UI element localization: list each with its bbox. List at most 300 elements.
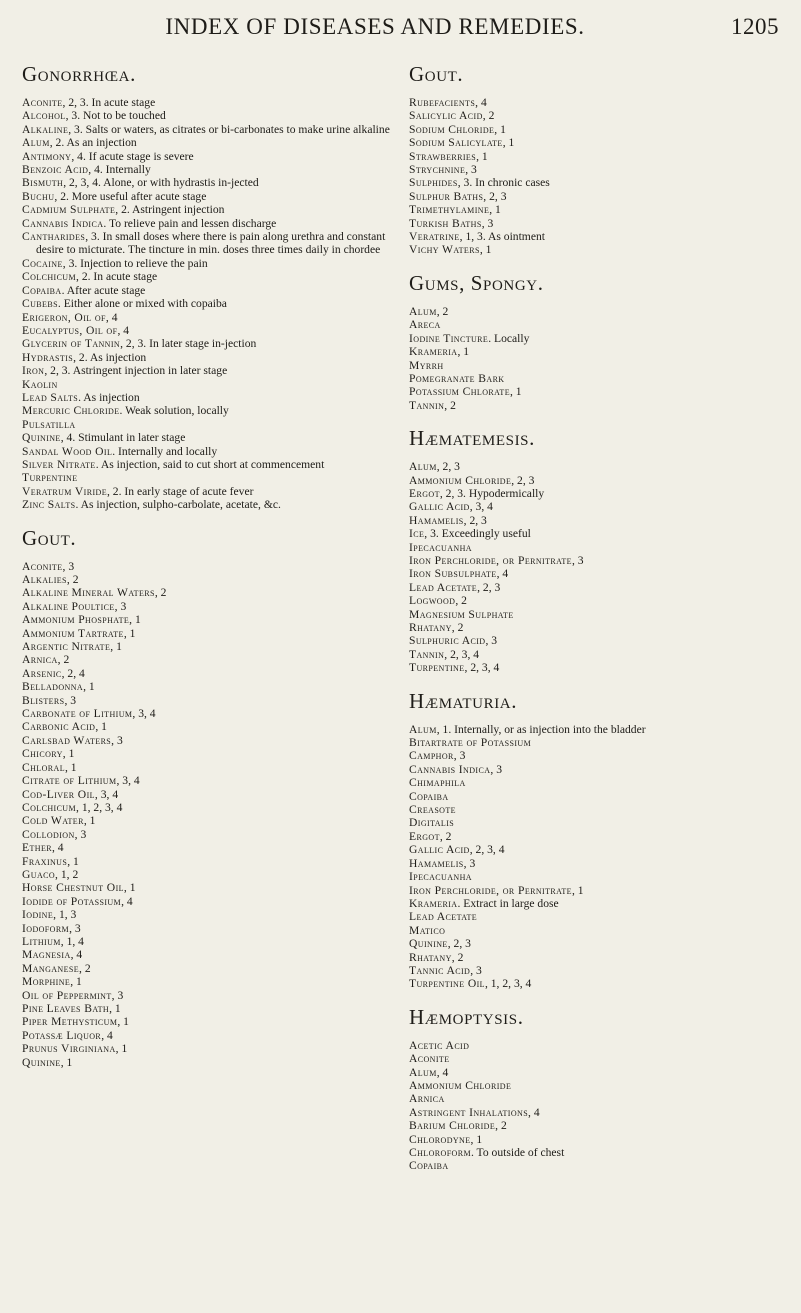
entry-note: . As injection, sulpho-carbolate, acetate, &c. (75, 498, 281, 512)
entry-note: , 4 (496, 567, 509, 581)
entry-note: , 2 (154, 586, 167, 600)
index-entry (22, 136, 402, 149)
entry-note: , 3 (453, 749, 466, 763)
entry-note: , 2 (444, 398, 456, 412)
entry-term: Potassæ Liquor (22, 1028, 102, 1042)
index-entry (409, 136, 801, 149)
entry-note: , 3. Injection to relieve the pain (62, 256, 208, 270)
entry-note: , 2, 3 (436, 460, 460, 474)
entry-note: , 2, 3. In later stage in-jection (120, 337, 257, 351)
index-section (22, 62, 402, 512)
entry-note: , 1 (62, 747, 75, 761)
index-entry (22, 284, 402, 297)
entry-note: , 1 (115, 1042, 128, 1056)
entry-note: . To relieve pain and lessen discharge (103, 216, 277, 230)
entry-term: Benzoic Acid (22, 163, 89, 177)
index-entry (22, 989, 402, 1002)
index-entry (22, 694, 402, 707)
index-entry (409, 830, 801, 843)
entry-term: Lead Acetate (409, 580, 478, 594)
entry-term: Tannic Acid (409, 963, 471, 977)
entry-term: Barium Chloride (409, 1119, 496, 1133)
entry-term: Hamamelis (409, 513, 464, 527)
section-heading: Gout. (22, 525, 77, 550)
entry-term: Alkaline Poultice (22, 599, 115, 613)
index-entry (22, 600, 402, 613)
index-entry (22, 391, 402, 404)
index-entry (22, 948, 402, 961)
index-entry (22, 922, 402, 935)
entry-note: . Either alone or mixed with copaiba (57, 297, 227, 311)
entry-term: Alum (409, 1065, 437, 1079)
index-entry (409, 776, 801, 789)
entry-note: , 3 (571, 553, 584, 567)
entry-term: Glycerin of Tannin (22, 337, 121, 351)
entry-term: Hydrastis (22, 350, 74, 364)
entry-note: , 2, 3, 4. Alone, or with hydrastis in-jected (63, 176, 259, 190)
index-entry (409, 305, 801, 318)
index-entry (409, 736, 801, 749)
entry-note: , 2. Astringent injection (115, 203, 225, 217)
entry-term: Acetic Acid (409, 1038, 470, 1052)
index-entry (409, 541, 801, 554)
index-entry (409, 1133, 801, 1146)
entry-term: Ice (409, 527, 425, 541)
entry-note: , 1 (489, 203, 501, 217)
index-entry (409, 243, 801, 256)
entry-term: Alkaline (22, 122, 69, 136)
entry-term: Bismuth (22, 176, 64, 190)
entry-term: Morphine (22, 975, 71, 989)
index-entry (22, 418, 402, 431)
entry-note: . Extract in large dose (457, 896, 559, 910)
entry-term: Lead Acetate (409, 910, 478, 924)
entry-note: , 3 (62, 559, 75, 573)
entry-note: . To outside of chest (470, 1146, 565, 1159)
entry-note: , 3 (465, 163, 477, 177)
index-entry (22, 734, 402, 747)
index-entry (22, 351, 402, 364)
entry-term: Bitartrate of Potassium (409, 736, 532, 750)
index-section (22, 526, 402, 1069)
entry-note: , 3 (470, 963, 482, 977)
entry-term: Cadmium Sulphate (22, 203, 116, 217)
entry-note: , 2. As an injection (49, 136, 137, 150)
index-entry (22, 1056, 402, 1069)
index-entry (409, 816, 801, 829)
entry-term: Tannin (409, 398, 445, 412)
entry-term: Pulsatilla (22, 417, 76, 431)
index-entry (409, 345, 801, 358)
entry-note: , 2 (482, 109, 495, 123)
entry-note: , 2, 3. Hypodermically (439, 486, 545, 500)
index-entry (22, 404, 402, 417)
entry-term: Ipecacuanha (409, 870, 472, 884)
index-entry (22, 1029, 402, 1042)
entry-term: Iodine (22, 908, 54, 922)
index-section (409, 689, 801, 991)
entry-term: Myrrh (409, 358, 444, 372)
entry-note: , 1 (83, 814, 96, 828)
entry-term: Sulphuric Acid (409, 634, 486, 648)
index-entry (22, 485, 402, 498)
index-entry (22, 1042, 402, 1055)
index-entry (22, 855, 402, 868)
index-entry (409, 951, 801, 964)
entry-term: Hamamelis (409, 856, 464, 870)
section-heading: Gums, Spongy. (409, 270, 544, 295)
index-entry (22, 908, 402, 921)
index-entry (409, 176, 801, 189)
entry-term: Astringent Inhalations (409, 1105, 529, 1119)
index-entry (22, 801, 402, 814)
entry-term: Ammonium Tartrate (22, 626, 124, 640)
entry-note: , 4. If acute stage is severe (71, 149, 194, 163)
index-entry (22, 96, 402, 109)
entry-note: . Internally and locally (112, 444, 218, 458)
index-entry (409, 150, 801, 163)
entry-term: Quinine (22, 1055, 61, 1069)
index-entry (22, 498, 402, 511)
entry-note: , 2 (57, 653, 70, 667)
entry-term: Collodion (22, 827, 75, 841)
index-entry (22, 190, 402, 203)
entry-term: Sandal Wood Oil (22, 444, 113, 458)
entry-term: Eucalyptus, Oil of (22, 323, 118, 337)
entry-note: , 4 (117, 323, 130, 337)
index-entry (409, 460, 801, 473)
index-entry (22, 573, 402, 586)
entry-note: , 2, 3, 4 (464, 661, 500, 675)
section-heading: Hæmatemesis. (409, 426, 535, 451)
entry-note: , 2 (495, 1119, 507, 1133)
entry-note: , 2, 3. In acute stage (62, 96, 156, 109)
entry-term: Veratrine (409, 230, 460, 244)
entry-term: Turpentine Oil (409, 977, 485, 991)
entry-note: , 2. In early stage of acute fever (107, 484, 254, 498)
index-entry (409, 803, 801, 816)
index-entry (409, 723, 801, 736)
entry-term: Ergot (409, 829, 440, 843)
entry-term: Strychnine (409, 163, 466, 177)
entry-note: , 4 (105, 310, 118, 324)
index-entry (22, 217, 402, 230)
entry-note: , 3, 4 (116, 774, 140, 788)
entry-note: , 2, 3 (447, 937, 471, 951)
index-entry (409, 1159, 801, 1172)
index-entry (409, 474, 801, 487)
entry-note: , 3 (490, 762, 502, 776)
entry-term: Iron (22, 364, 45, 378)
entry-term: Sulphides (409, 176, 458, 190)
index-entry (22, 613, 402, 626)
entry-term: Iron Subsulphate (409, 567, 497, 581)
entry-note: , 3, 4 (94, 787, 119, 801)
index-entry (409, 910, 801, 923)
entry-term: Iodine Tincture (409, 331, 489, 345)
entry-note: , 2, 3 (511, 473, 535, 487)
index-entry (409, 661, 801, 674)
index-section (409, 62, 801, 257)
entry-term: Silver Nitrate (22, 457, 96, 471)
index-entry (22, 962, 402, 975)
index-entry (409, 318, 801, 331)
entry-term: Copaiba (409, 1159, 449, 1173)
index-entry (22, 895, 402, 908)
index-entry (409, 884, 801, 897)
index-entry (409, 648, 801, 661)
entry-term: Lead Salts (22, 390, 79, 404)
entry-term: Quinine (22, 431, 61, 445)
entry-note: , 3, 4 (469, 500, 493, 514)
index-entry (409, 1052, 801, 1065)
entry-term: Colchicum (22, 800, 77, 814)
index-entry (409, 964, 801, 977)
index-entry (409, 567, 801, 580)
index-entry (22, 707, 402, 720)
entry-note: , 1, 2, 3, 4 (76, 800, 123, 814)
index-entry (22, 881, 402, 894)
entry-note: , 1 (129, 613, 141, 627)
entry-term: Turkish Baths (409, 216, 482, 230)
index-entry (409, 937, 801, 950)
entry-term: Magnesium Sulphate (409, 607, 514, 621)
entry-note: , 4 (51, 841, 64, 855)
entry-term: Salicylic Acid (409, 109, 483, 123)
entry-term: Oil of Peppermint (22, 988, 112, 1002)
index-entry (409, 230, 801, 243)
entry-note: , 4 (475, 96, 487, 109)
index-entry (409, 487, 801, 500)
index-entry (409, 1146, 801, 1159)
entry-note: , 3 (114, 599, 127, 613)
entry-term: Alkalies (22, 573, 67, 586)
index-entry (22, 230, 402, 257)
entry-term: Tannin (409, 647, 445, 661)
entry-note: , 1 (509, 385, 522, 399)
entry-term: Veratrum Viride (22, 484, 107, 498)
index-entry (409, 500, 801, 513)
entry-term: Arnica (22, 653, 58, 667)
entry-term: Blisters (22, 693, 65, 707)
entry-note: , 1 (117, 1015, 129, 1029)
index-entry (409, 581, 801, 594)
index-section (409, 1005, 801, 1173)
index-entry (409, 897, 801, 910)
entry-note: , 1 (64, 760, 77, 774)
entry-term: Strawberries (409, 149, 477, 163)
section-heading: Gout. (409, 62, 464, 86)
index-entry (22, 431, 402, 444)
index-entry (409, 594, 801, 607)
entry-note: , 1 (470, 1132, 483, 1146)
entry-note: , 4 (436, 1065, 449, 1079)
entry-note: , 1 (457, 345, 470, 359)
index-entry (22, 975, 402, 988)
index-entry (409, 527, 801, 540)
entry-term: Cocaine (22, 256, 63, 270)
entry-note: , 1 (67, 854, 79, 868)
entry-term: Zinc Salts (22, 498, 76, 512)
entry-term: Copaiba (409, 789, 449, 803)
index-entry (22, 761, 402, 774)
section-heading: Hæmoptysis. (409, 1004, 524, 1029)
entry-term: Belladonna (22, 680, 84, 694)
entry-note: , 3. Salts or waters, as citrates or bi-carbonates to make urine alkaline (68, 122, 390, 136)
entry-term: Arnica (409, 1092, 445, 1106)
entry-note: , 2, 3, 4 (469, 843, 505, 857)
entry-note: , 4 (101, 1028, 113, 1042)
index-entry (409, 554, 801, 567)
entry-note: , 2. In acute stage (76, 270, 158, 284)
left-column (22, 62, 402, 1069)
index-entry (409, 109, 801, 122)
index-entry (22, 868, 402, 881)
entry-term: Vichy Waters (409, 243, 480, 257)
entry-term: Rubefacients (409, 96, 476, 109)
entry-note: , 3 (74, 827, 87, 841)
index-entry (409, 385, 801, 398)
entry-note: , 1 (109, 1002, 121, 1015)
index-entry (409, 621, 801, 634)
entry-term: Trimethylamine (409, 203, 490, 217)
index-entry (409, 924, 801, 937)
entry-term: Krameria (409, 896, 458, 910)
entry-note: , 2, 4 (61, 666, 85, 680)
entry-note: , 4. Internally (88, 163, 151, 177)
index-entry (22, 747, 402, 760)
index-section (409, 271, 801, 412)
entry-term: Rhatany (409, 950, 452, 964)
section-heading: Gonorrhœa. (22, 62, 136, 86)
entry-term: Iron Perchloride, or Pernitrate (409, 553, 572, 567)
entry-term: Lithium (22, 934, 61, 948)
entry-term: Iodide of Potassium (22, 894, 122, 908)
index-entry (409, 1039, 801, 1052)
entry-term: Cantharides (22, 230, 86, 244)
entry-term: Kaolin (22, 377, 58, 391)
index-entry (22, 364, 402, 377)
entry-term: Carlsbad Waters (22, 733, 112, 747)
entry-term: Quinine (409, 937, 448, 951)
entry-term: Erigeron, Oil of (22, 310, 106, 324)
entry-note: , 2, 3, 4 (444, 647, 480, 661)
entry-note: , 2, 3 (477, 580, 501, 594)
entry-term: Arsenic (22, 666, 62, 680)
index-entry (22, 1015, 402, 1028)
entry-note: , 1 (83, 680, 95, 694)
index-entry (409, 372, 801, 385)
index-entry (409, 1106, 801, 1119)
index-entry (409, 1119, 801, 1132)
index-entry (22, 667, 402, 680)
entry-note: , 1 (70, 975, 82, 989)
entry-note: , 4 (70, 948, 83, 962)
entry-term: Ammonium Phosphate (22, 613, 130, 627)
entry-term: Sulphur Baths (409, 189, 484, 203)
index-entry (22, 560, 402, 573)
entry-term: Ergot (409, 486, 440, 500)
entry-note: , 2 (439, 829, 452, 843)
entry-term: Chloral (22, 760, 65, 774)
index-entry (22, 458, 402, 471)
entry-term: Prunus Virginiana (22, 1042, 116, 1056)
entry-term: Matico (409, 923, 446, 937)
entry-term: Turpentine (409, 661, 465, 675)
entry-term: Turpentine (22, 471, 78, 485)
entry-note: , 1, 2 (55, 867, 79, 881)
index-entry (22, 337, 402, 350)
index-entry (22, 324, 402, 337)
entry-note: , 3 (111, 988, 124, 1002)
entry-note: , 1, 4 (60, 934, 84, 948)
entry-term: Gallic Acid (409, 843, 470, 857)
entry-note: , 2. More useful after acute stage (54, 189, 207, 203)
entry-note: , 1 (476, 149, 488, 163)
entry-term: Areca (409, 318, 441, 332)
index-entry (409, 763, 801, 776)
entry-term: Alcohol (22, 109, 66, 123)
entry-term: Aconite (22, 559, 63, 573)
entry-note: , 1 (502, 136, 515, 150)
index-entry (409, 790, 801, 803)
index-entry (409, 634, 801, 647)
entry-term: Rhatany (409, 621, 452, 634)
entry-note: , 1, 2, 3, 4 (484, 977, 532, 991)
entry-term: Aconite (409, 1052, 450, 1066)
entry-note: , 2 (436, 304, 449, 318)
entry-note: , 2 (66, 573, 79, 586)
index-entry (22, 445, 402, 458)
entry-term: Argentic Nitrate (22, 640, 111, 654)
index-entry (22, 720, 402, 733)
entry-term: Fraxinus (22, 854, 68, 868)
index-entry (22, 788, 402, 801)
entry-term: Mercuric Chloride (22, 404, 120, 418)
entry-note: , 3. In small doses where there is pain along urethra and constant desire to micturate. The tincture in min. doses three times daily in chordee (36, 230, 386, 257)
entry-note: , 4 (121, 894, 133, 908)
index-entry (409, 870, 801, 883)
index-entry (22, 150, 402, 163)
index-entry (22, 841, 402, 854)
entry-term: Chimaphila (409, 776, 466, 790)
entry-term: Carbonate of Lithium (22, 707, 133, 721)
entry-term: Cubebs (22, 297, 58, 311)
entry-note: , 1 (123, 881, 136, 895)
index-entry (22, 311, 402, 324)
index-entry (409, 608, 801, 621)
entry-term: Copaiba (22, 283, 62, 297)
index-entry (22, 774, 402, 787)
page-title: INDEX OF DISEASES AND REMEDIES. (165, 14, 585, 39)
index-entry (409, 332, 801, 345)
entry-note: , 2, 3 (483, 189, 507, 203)
entry-note: . Locally (488, 331, 530, 345)
entry-term: Alum (409, 304, 437, 318)
entry-term: Buchu (22, 189, 55, 203)
entry-term: Digitalis (409, 816, 455, 830)
index-entry (22, 257, 402, 270)
index-entry (22, 109, 402, 122)
entry-note: , 3 (485, 634, 498, 648)
index-entry (409, 399, 801, 412)
entry-note: , 3 (463, 856, 476, 870)
entry-term: Potassium Chlorate (409, 385, 510, 399)
entry-note: , 2, 3 (463, 513, 487, 527)
entry-term: Ether (22, 841, 52, 855)
entry-note: , 1. Internally, or as injection into the bladder (436, 722, 646, 736)
entry-term: Cannabis Indica (22, 216, 104, 230)
